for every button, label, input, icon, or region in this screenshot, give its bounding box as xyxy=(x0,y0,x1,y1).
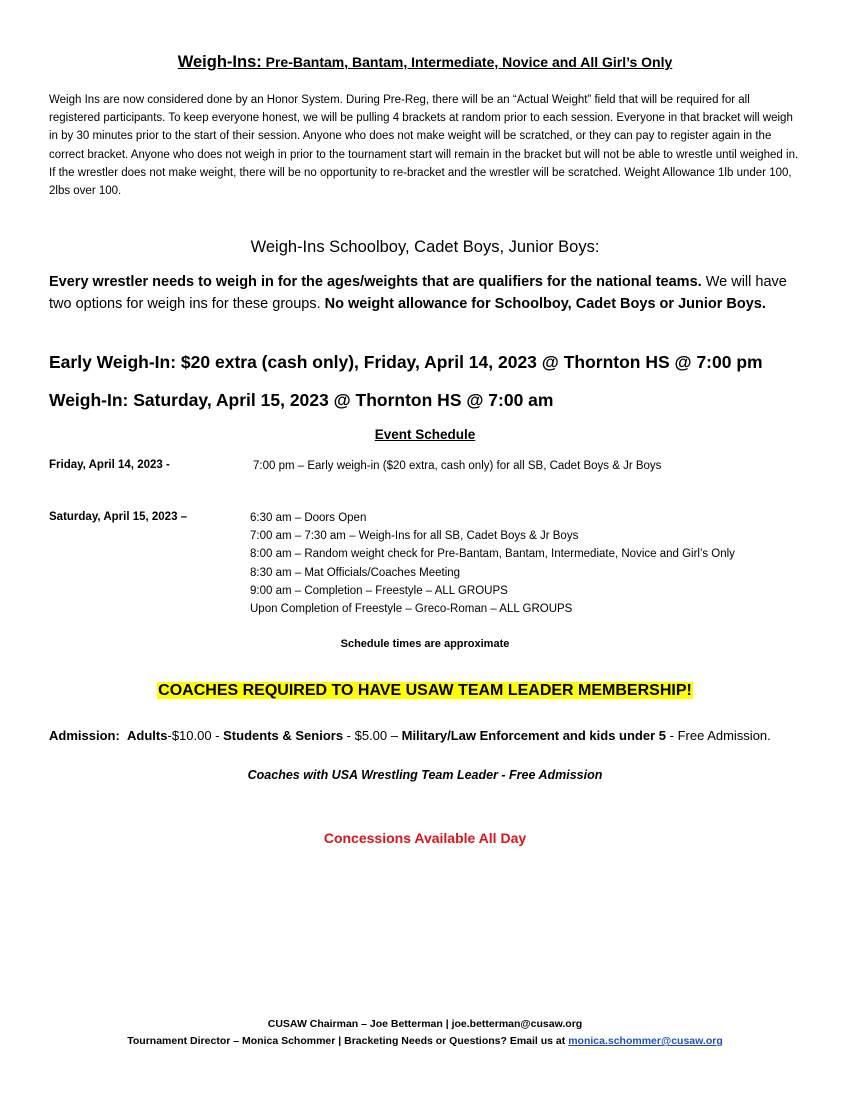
admission-students-price: - $5.00 – xyxy=(343,728,402,743)
weighins-paragraph: Weigh Ins are now considered done by an Honor System. During Pre-Reg, there will be an “Actual Weight” field that will be required for all registered participants. To keep everyone honest, we will be pulling 4 brackets at random prior to each session. Everyone in that bracket will weigh in by 30 minutes prior to the start of their session. Anyone who does not make weight will be scratched, or they can pay to register again in the correct bracket. Anyone who does not weigh in prior to the tournament start will remain in the bracket but will not be able to wrestle until weighed in. If the wrestler does not make weight, there will be no opportunity to re-bracket and the wrestler will be scratched. Weight Allowance 1lb under 100, 2lbs over 100. xyxy=(49,94,799,198)
coaches-free-admission: Coaches with USA Wrestling Team Leader - Free Admission xyxy=(247,768,603,782)
footer-email-link[interactable]: monica.schommer@cusaw.org xyxy=(568,1035,723,1047)
schoolboy-para-normal: We will have two options for weigh ins for these groups. xyxy=(49,274,787,312)
admission-label: Admission: xyxy=(49,728,120,743)
weighins-title-rest: Pre-Bantam, Bantam, Intermediate, Novice and All Girl’s Only xyxy=(261,54,673,70)
early-weighin-line: Early Weigh-In: $20 extra (cash only), Friday, April 14, 2023 @ Thornton HS @ 7:00 pm xyxy=(49,352,763,372)
schedule-note: Schedule times are approximate xyxy=(340,638,510,650)
event-schedule-title: Event Schedule xyxy=(374,427,476,442)
weighin-line: Weigh-In: Saturday, April 15, 2023 @ Thornton HS @ 7:00 am xyxy=(49,390,554,410)
footer-director xyxy=(0,1035,850,1047)
schedule-item: 8:00 am – Random weight check for Pre-Bantam, Bantam, Intermediate, Novice and Girl’s Only xyxy=(250,548,735,561)
concessions-text: Concessions Available All Day xyxy=(323,830,527,846)
schedule-item: 8:30 am – Mat Officials/Coaches Meeting xyxy=(250,566,461,579)
admission-adults-price: -$10.00 - xyxy=(167,728,224,743)
schedule-item: 6:30 am – Doors Open xyxy=(250,512,367,524)
schedule-item: 9:00 am – Completion – Freestyle – ALL GROUPS xyxy=(250,584,508,597)
schoolboy-para-bold2: No weight allowance for Schoolboy, Cadet Boys or Junior Boys. xyxy=(324,296,766,312)
footer-chairman: CUSAW Chairman – Joe Betterman | joe.betterman@cusaw.org xyxy=(267,1018,583,1030)
schoolboy-paragraph xyxy=(49,271,801,315)
saturday-date: Saturday, April 15, 2023 – xyxy=(49,511,188,523)
coaches-required-banner xyxy=(0,682,850,700)
schoolboy-title: Weigh-Ins Schoolboy, Cadet Boys, Junior Boys: xyxy=(250,238,600,256)
coaches-required-text: COACHES REQUIRED TO HAVE USAW TEAM LEADER MEMBERSHIP! xyxy=(158,682,692,699)
weighins-title xyxy=(0,53,850,72)
weighins-title-underlined: Weigh-Ins: xyxy=(177,53,262,71)
schedule-item: 7:00 am – 7:30 am – Weigh-Ins for all SB, Cadet Boys & Jr Boys xyxy=(250,530,579,543)
admission-adults-label: Adults xyxy=(127,728,168,743)
admission-military-label: Military/Law Enforcement and kids under 5 xyxy=(401,728,667,743)
friday-items xyxy=(253,457,661,475)
friday-date: Friday, April 14, 2023 - xyxy=(49,459,170,471)
saturday-items xyxy=(250,509,735,618)
admission-students-label: Students & Seniors xyxy=(223,728,344,743)
footer-director-text: Tournament Director – Monica Schommer | Bracketing Needs or Questions? Email us at xyxy=(127,1035,569,1047)
admission-line xyxy=(49,728,771,743)
schedule-item: Upon Completion of Freestyle – Greco-Roman – ALL GROUPS xyxy=(250,603,573,616)
schedule-item: 7:00 pm – Early weigh-in ($20 extra, cash only) for all SB, Cadet Boys & Jr Boys xyxy=(253,460,662,472)
admission-military-price: - Free Admission. xyxy=(666,728,771,743)
schoolboy-para-bold1: Every wrestler needs to weigh in for the ages/weights that are qualifiers for the national teams. xyxy=(49,274,702,290)
